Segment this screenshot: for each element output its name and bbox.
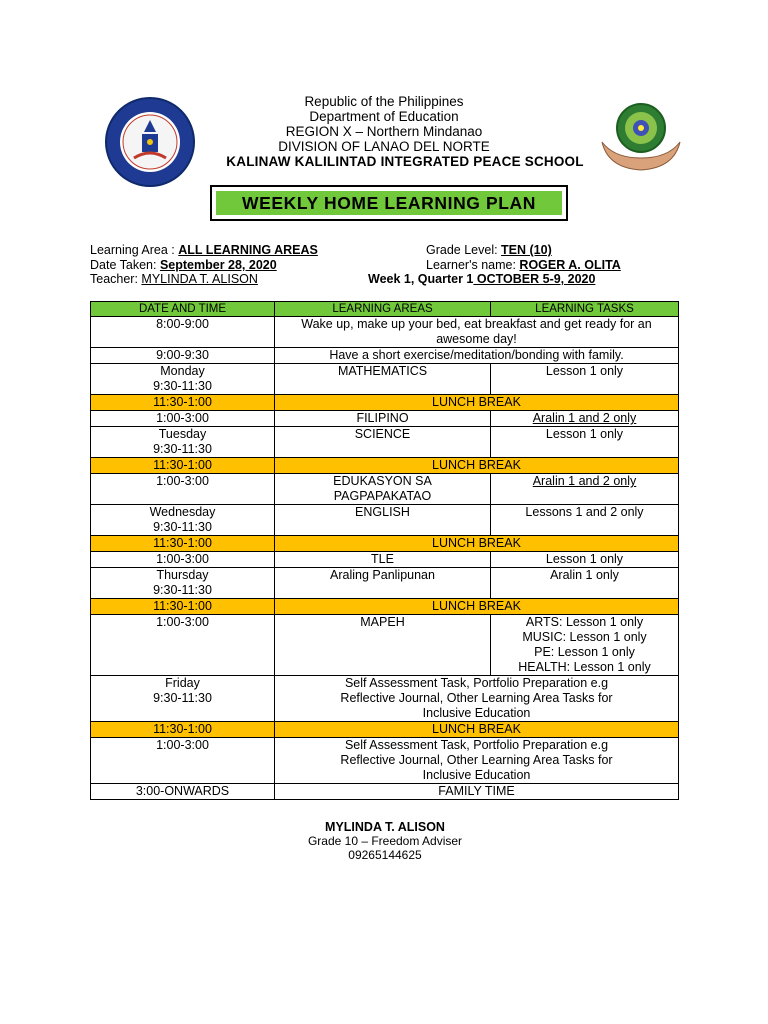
header-learning-tasks: LEARNING TASKS	[491, 302, 679, 317]
task-pe: PE: Lesson 1 only	[534, 645, 635, 659]
cell-lunch: LUNCH BREAK	[275, 395, 679, 411]
day-label: Friday	[165, 676, 200, 690]
table-row	[91, 505, 679, 536]
task-text: Aralin 1 and 2 only	[532, 411, 637, 425]
cell-day-time	[91, 568, 275, 599]
cell-lunch: LUNCH BREAK	[275, 536, 679, 552]
table-row	[91, 411, 679, 427]
grade-level-line	[426, 243, 552, 257]
adviser-role: Grade 10 – Freedom Adviser	[307, 834, 463, 848]
table-row	[91, 427, 679, 458]
learning-area-line	[90, 243, 318, 257]
cell-task: Lesson 1 only	[491, 552, 679, 568]
day-label: Thursday	[156, 568, 209, 582]
cell-area: MATHEMATICS	[275, 364, 491, 395]
cell-time: 1:00-3:00	[91, 474, 275, 505]
date-taken-line	[90, 258, 277, 272]
week-line	[368, 272, 595, 286]
date-taken-label: Date Taken:	[90, 258, 160, 272]
cell-area: MAPEH	[275, 615, 491, 676]
table-row	[91, 552, 679, 568]
learner-name-line	[426, 258, 621, 272]
cell-area: ENGLISH	[275, 505, 491, 536]
adviser-phone: 09265144625	[348, 848, 422, 862]
title-box	[210, 185, 568, 221]
page-title: WEEKLY HOME LEARNING PLAN	[216, 191, 562, 215]
teacher-value: MYLINDA T. ALISON	[141, 272, 258, 286]
table-row	[91, 568, 679, 599]
table-row	[91, 784, 679, 800]
cell-day-time	[91, 676, 275, 722]
cell-area: FILIPINO	[275, 411, 491, 427]
cell-area: EDUKASYON SA PAGPAPAKATAO	[275, 474, 491, 505]
adviser-name: MYLINDA T. ALISON	[325, 820, 445, 834]
cell-time: 11:30-1:00	[91, 599, 275, 615]
cell-activity: FAMILY TIME	[275, 784, 679, 800]
cell-task	[491, 411, 679, 427]
letterhead	[0, 94, 768, 169]
learner-name-value: ROGER A. OLITA	[519, 258, 621, 272]
cell-time: 1:00-3:00	[91, 738, 275, 784]
cell-task: Lesson 1 only	[491, 364, 679, 395]
task-music: MUSIC: Lesson 1 only	[522, 630, 647, 644]
table-row	[91, 317, 679, 348]
table-row	[91, 364, 679, 395]
header-division: DIVISION OF LANAO DEL NORTE	[278, 139, 490, 154]
time-label: 9:30-11:30	[153, 520, 212, 534]
cell-day-time	[91, 505, 275, 536]
time-label: 9:30-11:30	[153, 583, 212, 597]
cell-time: 8:00-9:00	[91, 317, 275, 348]
grade-level-label: Grade Level:	[426, 243, 502, 257]
table-row	[91, 676, 679, 722]
lunch-row	[91, 458, 679, 474]
cell-lunch: LUNCH BREAK	[275, 722, 679, 738]
time-label: 9:30-11:30	[153, 691, 212, 705]
cell-lunch: LUNCH BREAK	[275, 458, 679, 474]
cell-time: 11:30-1:00	[91, 395, 275, 411]
table-row	[91, 615, 679, 676]
cell-time: 3:00-ONWARDS	[91, 784, 275, 800]
cell-time: 1:00-3:00	[91, 552, 275, 568]
cell-lunch: LUNCH BREAK	[275, 599, 679, 615]
table-header-row	[91, 302, 679, 317]
header-region: REGION X – Northern Mindanao	[285, 124, 483, 139]
time-label: 9:30-11:30	[153, 379, 212, 393]
cell-task	[491, 615, 679, 676]
cell-area: TLE	[275, 552, 491, 568]
cell-time: 11:30-1:00	[91, 458, 275, 474]
signature-block	[290, 820, 480, 862]
cell-task	[491, 474, 679, 505]
date-range-value: OCTOBER 5-9, 2020	[473, 272, 596, 286]
day-label: Monday	[160, 364, 205, 378]
cell-time: 11:30-1:00	[91, 536, 275, 552]
teacher-label: Teacher:	[90, 272, 142, 286]
cell-time: 1:00-3:00	[91, 615, 275, 676]
cell-day-time	[91, 364, 275, 395]
task-text: Aralin 1 and 2 only	[532, 474, 637, 488]
cell-activity: Have a short exercise/meditation/bonding with family.	[275, 348, 679, 364]
lunch-row	[91, 395, 679, 411]
cell-time: 1:00-3:00	[91, 411, 275, 427]
learning-area-label: Learning Area :	[90, 243, 179, 257]
header-school: KALINAW KALILINTAD INTEGRATED PEACE SCHOOL	[226, 154, 584, 169]
header-learning-areas: LEARNING AREAS	[275, 302, 491, 317]
learning-area-value: ALL LEARNING AREAS	[178, 243, 318, 257]
cell-task: Lesson 1 only	[491, 427, 679, 458]
cell-time: 11:30-1:00	[91, 722, 275, 738]
cell-area: Araling Panlipunan	[275, 568, 491, 599]
schedule-table	[90, 301, 679, 800]
header-date-time: DATE AND TIME	[91, 302, 275, 317]
cell-day-time	[91, 427, 275, 458]
cell-activity: Wake up, make up your bed, eat breakfast and get ready for an awesome day!	[275, 317, 679, 348]
table-row	[91, 738, 679, 784]
grade-level-value: TEN (10)	[501, 243, 552, 257]
lunch-row	[91, 599, 679, 615]
lunch-row	[91, 722, 679, 738]
header-department: Department of Education	[309, 109, 459, 124]
cell-activity: Self Assessment Task, Portfolio Preparation e.g Reflective Journal, Other Learning Area Tasks for Inclusive Education	[275, 738, 679, 784]
week-value: Week 1, Quarter 1	[368, 272, 474, 286]
table-row	[91, 474, 679, 505]
time-label: 9:30-11:30	[153, 442, 212, 456]
header-republic: Republic of the Philippines	[304, 94, 464, 109]
cell-activity: Self Assessment Task, Portfolio Preparation e.g Reflective Journal, Other Learning Area Tasks for Inclusive Education	[275, 676, 679, 722]
task-health: HEALTH: Lesson 1 only	[518, 660, 651, 674]
cell-task: Lessons 1 and 2 only	[491, 505, 679, 536]
date-taken-value: September 28, 2020	[159, 258, 277, 272]
task-arts: ARTS: Lesson 1 only	[525, 615, 644, 629]
day-label: Tuesday	[158, 427, 207, 441]
learner-name-label: Learner's name:	[426, 258, 520, 272]
table-row	[91, 348, 679, 364]
lunch-row	[91, 536, 679, 552]
cell-time: 9:00-9:30	[91, 348, 275, 364]
teacher-line	[90, 272, 258, 286]
cell-area: SCIENCE	[275, 427, 491, 458]
cell-task: Aralin 1 only	[491, 568, 679, 599]
day-label: Wednesday	[149, 505, 216, 519]
